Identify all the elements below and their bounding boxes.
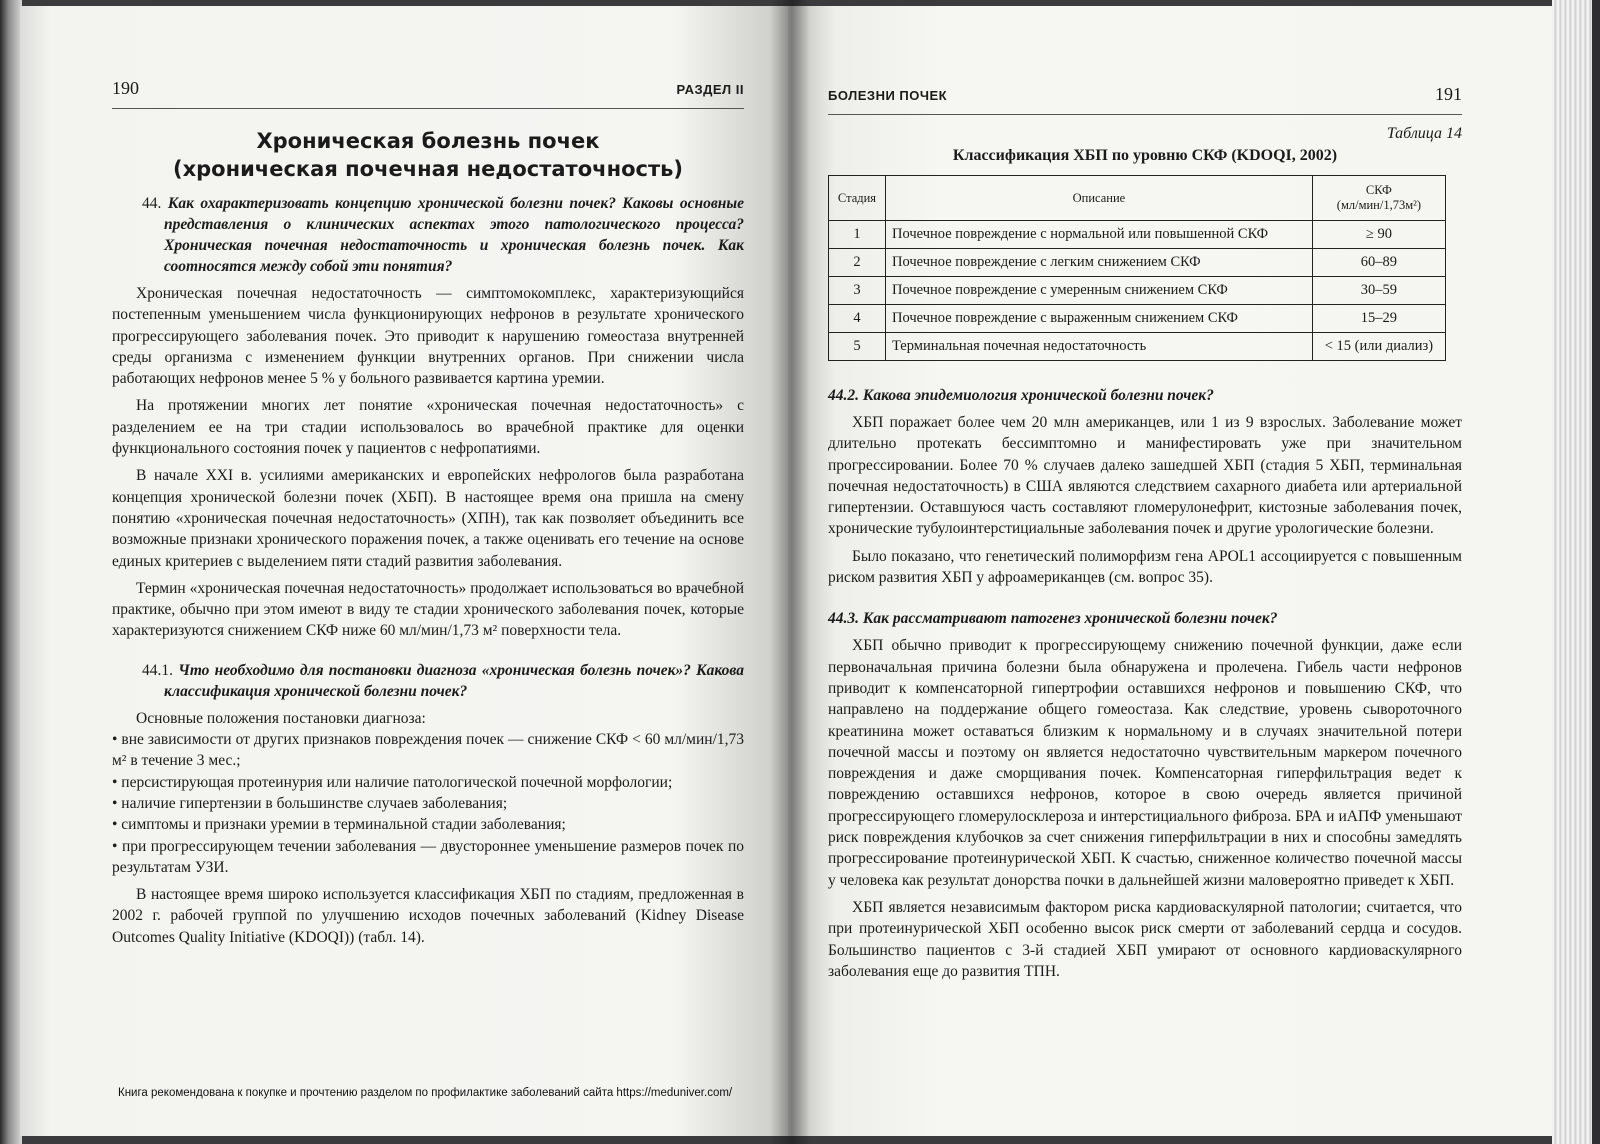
table-cell-stage: 4 (829, 305, 886, 333)
table-row (829, 305, 1446, 333)
table-cell-stage: 5 (829, 333, 886, 361)
table-cell-description: Почечное повреждение с легким снижением СКФ (886, 249, 1313, 277)
chapter-title-line-2: (хроническая почечная недостаточность) (172, 157, 684, 181)
table-row (829, 277, 1446, 305)
book-left-edge (0, 0, 22, 1144)
table-row (829, 221, 1446, 249)
table-cell-stage: 1 (829, 221, 886, 249)
book-gutter (770, 0, 810, 1144)
question-44-number: 44. (142, 195, 162, 212)
right-running-head (828, 84, 1462, 115)
table-cell-description: Почечное повреждение с умеренным снижением СКФ (886, 277, 1313, 305)
table-row (829, 333, 1446, 361)
table-row (829, 249, 1446, 277)
question-44-2 (828, 385, 1462, 406)
table-cell-gfr: ≥ 90 (1312, 221, 1445, 249)
bullet-item: • вне зависимости от других признаков повреждения почек — снижение СКФ < 60 мл/мин/1,73 м² в течение 3 мес.; (112, 731, 744, 770)
table-cell-description: Почечное повреждение с выраженным снижением СКФ (886, 305, 1313, 333)
paragraph-cardiovascular-risk: ХБП является независимым фактором риска кардиоваскулярной патологии; считается, что при протеинурической ХБП особенно высок риск смерти от заболеваний сердца и сосудов. Большинство пациентов с 3-й стадией ХБП умирают от основного кардиоваскулярного заболевания еще до развития ТПН. (828, 898, 1462, 980)
paragraph-history: На протяжении многих лет понятие «хроническая почечная недостаточность» с разделением ее на три стадии использовалось во врачебной практике для оценки функционального состояния почек у пациентов с нефропатиями. (112, 397, 744, 458)
question-44-3-text: 44.3. Как рассматривают патогенез хронической болезни почек? (828, 610, 1278, 628)
table-title: Классификация ХБП по уровню СКФ (KDOQI, 2002) (952, 147, 1338, 164)
bullet-item: • симптомы и признаки уремии в терминальной стадии заболевания; (112, 816, 566, 834)
paragraph-kdoqi: В настоящее время широко используется классификация ХБП по стадиям, предложенная в 2002 г. рабочей группой по улучшению исходов почечных заболеваний (Kidney Disease Outcomes Quality Initiative (KDOQI)) (табл. 14). (112, 886, 744, 946)
paragraph-ckd-concept: В начале XXI в. усилиями американских и европейских нефрологов была разработана концепция хронической болезни почек (ХБП). В настоящее время она пришла на смену понятию «хроническая почечная недостаточность» (ХПН), так как позволяет объединить все возможные признаки хронического поражения почек, а также оценивать его течение на основе единых критериев с выделением пяти стадий развития заболевания. (112, 467, 744, 570)
question-44 (112, 193, 744, 277)
question-44-2-text: 44.2. Какова эпидемиология хронической болезни почек? (828, 387, 1214, 404)
table-cell-description: Почечное повреждение с нормальной или повышенной СКФ (886, 221, 1313, 249)
paragraph-term-usage: Термин «хроническая почечная недостаточность» продолжает использоваться во врачебной практике, обычно при этом имеют в виду те стадии хронического заболевания почек, которые характеризуются снижением СКФ ниже 60 мл/мин/1,73 м² поверхности тела. (112, 579, 744, 640)
right-page-content (828, 84, 1462, 982)
left-page-content (112, 78, 744, 948)
question-44-1-text: Что необходимо для постановки диагноза «хроническая болезнь почек»? Какова классификация хронической болезни почек? (164, 661, 745, 700)
table-header-gfr (1312, 176, 1445, 221)
paragraph-diagnosis-intro: Основные положения постановки диагноза: (136, 709, 426, 727)
bullet-item: • при прогрессирующем течении заболевания — двустороннее уменьшение размеров почек по результатам УЗИ. (112, 837, 744, 876)
bullet-item: • наличие гипертензии в большинстве случаев заболевания; (112, 794, 508, 812)
question-44-3 (828, 608, 1462, 629)
page-number-right: 191 (1435, 84, 1462, 104)
table-caption: Таблица 14 (1386, 125, 1462, 142)
table-header-gfr-label: СКФ (1365, 183, 1392, 197)
page-number-left: 190 (112, 78, 139, 98)
footer-watermark-note: Книга рекомендована к покупке и прочтению разделом по профилактике заболеваний сайта https://meduniver.com/ (118, 1087, 733, 1099)
paragraph-apol1: Было показано, что генетический полиморфизм гена APOL1 ассоциируется с повышенным риском развития ХБП у афроамериканцев (см. вопрос 35). (828, 547, 1462, 587)
table-cell-gfr: 30–59 (1312, 277, 1445, 305)
table-header-gfr-unit: (мл/мин/1,73м²) (1336, 198, 1422, 212)
table-cell-gfr: < 15 (или диализ) (1312, 333, 1445, 361)
table-cell-stage: 3 (829, 277, 886, 305)
table-cell-gfr: 60–89 (1312, 249, 1445, 277)
paragraph-epidemiology: ХБП поражает более чем 20 млн американцев, или 1 из 9 взрослых. Заболевание может длительно протекать бессимптомно и манифестировать уже при значительном прогрессировании. Более 70 % случаев далеко зашедшей ХБП (стадия 5 ХБП, терминальная почечная недостаточность) в США являются следствием сахарного диабета или артериальной гипертензии. Оставшуюся часть составляют гломерулонефрит, кистозные заболевания почек, хронические тубулоинтерстициальные заболевания почек и другие урологические болезни. (828, 414, 1462, 538)
chapter-title-line-1: Хроническая болезнь почек (256, 129, 600, 153)
paragraph-ckd-definition: Хроническая почечная недостаточность — симптомокомплекс, характеризующийся постепенным уменьшением числа функционирующих нефронов в результате хронического прогрессирующего заболевания почек. Это приводит к нарушению гомеостаза внутренней среды организма с изменением функции внутренних органов. При снижении числа работающих нефронов менее 5 % у больного развивается картина уремии. (112, 285, 744, 388)
gfr-classification-table (828, 175, 1446, 361)
book-right-cover (1592, 0, 1600, 1144)
paragraph-pathogenesis: ХБП обычно приводит к прогрессирующему снижению почечной функции, даже если первоначальная причина болезни была обнаружена и пролечена. Гибель части нефронов приводит к компенсаторной гипертрофии оставшихся нефронов и повышению СКФ, что направлено на поддержание общего гомеостаза. Как следствие, уровень сывороточного креатинина может оставаться близким к нормальному и в случаях значительной потери почечной массы и поэтому он является недостаточно чувствительным маркером почечного повреждения и даже сморщивания почек. Компенсаторная гиперфильтрация ведет к повреждению оставшихся нефронов, которое в свою очередь является причиной прогрессирующего гломерулосклероза и интерстициального фиброза. БРА и иАПФ уменьшают риск повреждения клубочков за счет снижения гиперфильтрации в них и способны замедлять прогрессирование протеинурической ХБП. К счастью, сниженное количество почечной массы у человека как результат донорства почки в дальнейшей жизни маловероятно приведет к ХБП. (828, 637, 1462, 889)
table-cell-gfr: 15–29 (1312, 305, 1445, 333)
section-label-right: БОЛЕЗНИ ПОЧЕК (828, 88, 948, 103)
question-44-1 (112, 660, 744, 702)
table-header-row (829, 176, 1446, 221)
bullet-item: • персистирующая протеинурия или наличие патологической почечной морфологии; (112, 773, 673, 791)
chapter-title (112, 127, 744, 183)
left-running-head (112, 78, 744, 109)
question-44-1-number: 44.1. (142, 661, 173, 679)
table-header-stage: Стадия (829, 176, 886, 221)
section-label-left: РАЗДЕЛ II (676, 82, 744, 97)
table-header-description: Описание (886, 176, 1313, 221)
question-44-text: Как охарактеризовать концепцию хронической болезни почек? Каковы основные представления о клинических аспектах этого патологического процесса? Хроническая почечная недостаточность и хроническая болезнь почек. Как соотносятся между собой эти понятия? (164, 195, 744, 275)
table-cell-description: Терминальная почечная недостаточность (886, 333, 1313, 361)
table-cell-stage: 2 (829, 249, 886, 277)
